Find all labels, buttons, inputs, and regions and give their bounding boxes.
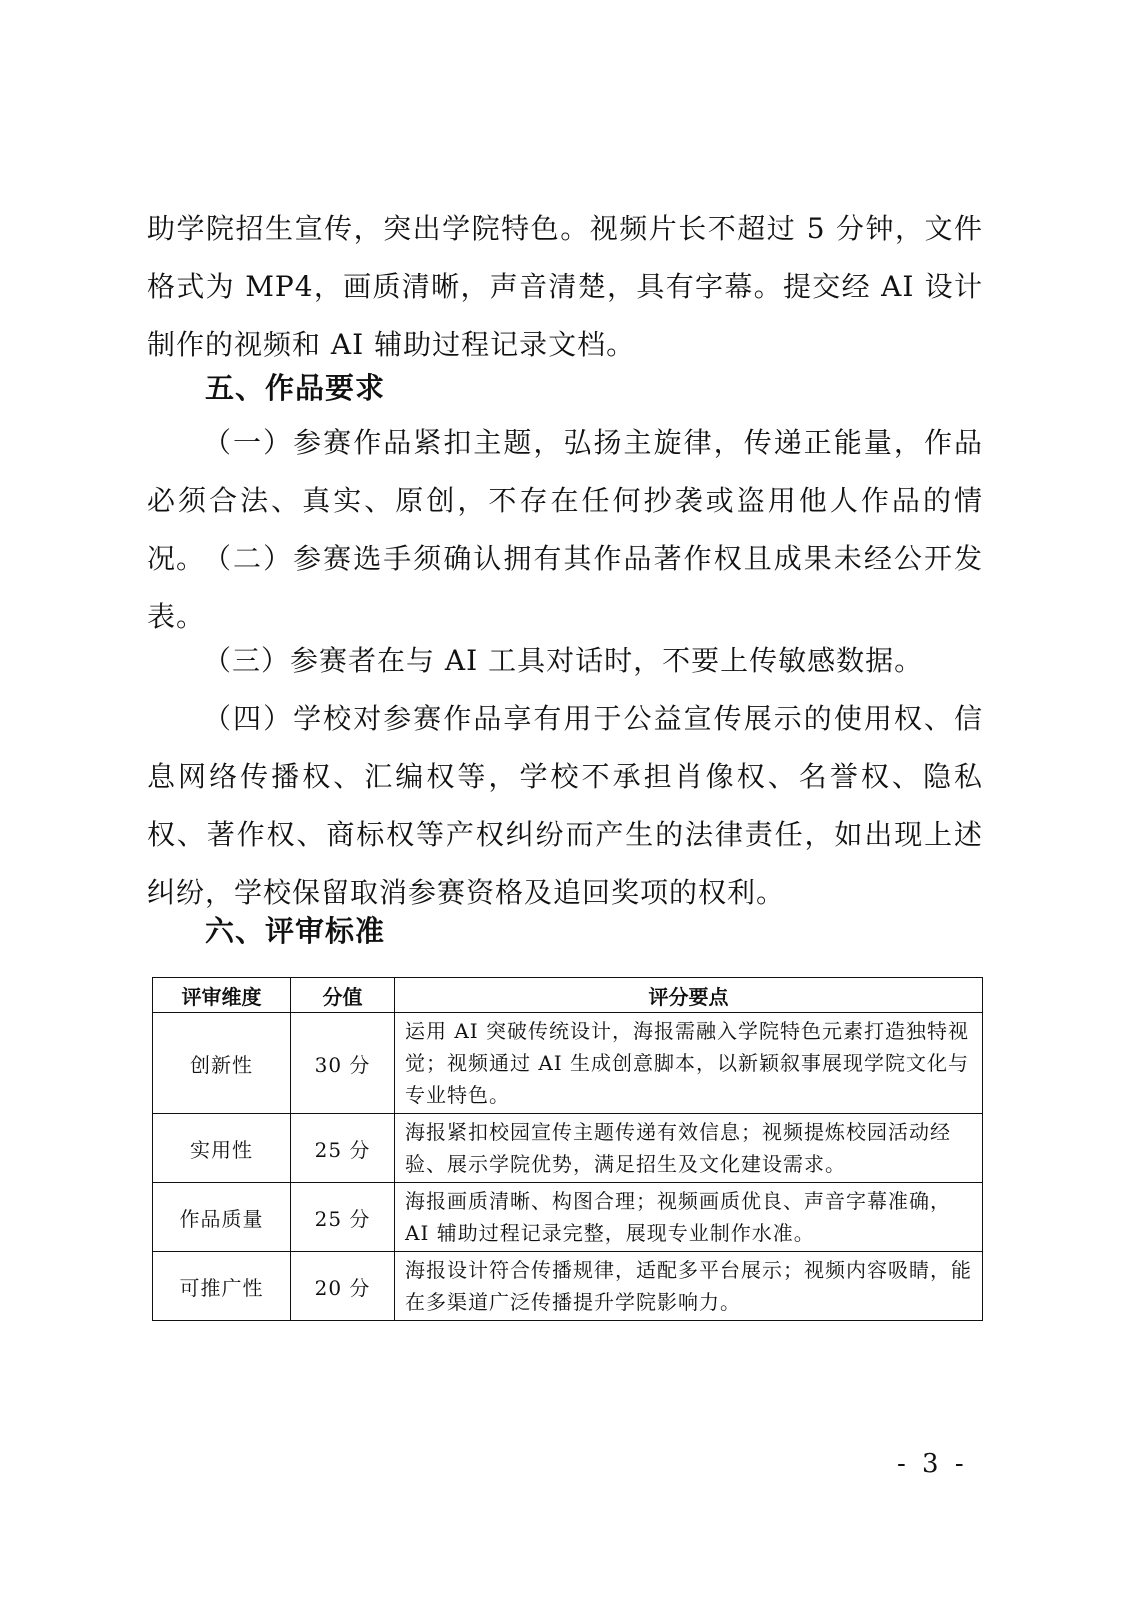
- row-points: 海报画质清晰、构图合理；视频画质优良、声音字幕准确，AI 辅助过程记录完整，展现专业制作水准。: [395, 1183, 983, 1252]
- section-5-heading: 五、作品要求: [205, 371, 386, 405]
- header-dimension: 评审维度: [153, 978, 291, 1013]
- section-6-heading: 六、评审标准: [205, 914, 386, 948]
- intro-paragraph: 助学院招生宣传，突出学院特色。视频片长不超过 5 分钟，文件格式为 MP4，画质清晰，声音清楚，具有字幕。提交经 AI 设计制作的视频和 AI 辅助过程记录文档。: [147, 212, 983, 361]
- section-5-item-2: （二）参赛选手须确认拥有其作品著作权且成果未经公开发表。: [147, 542, 983, 633]
- table-row: [153, 1183, 983, 1252]
- page-number: - 3 -: [897, 1449, 968, 1479]
- section-5-item-1: （一）参赛作品紧扣主题，弘扬主旋律，传递正能量，作品必须合法、真实、原创，不存在任何抄袭或盗用他人作品的情况。: [147, 426, 983, 575]
- row-score: 30 分: [291, 1013, 395, 1114]
- table-row: [153, 1114, 983, 1183]
- table-row: [153, 1013, 983, 1114]
- table-header-row: [153, 978, 983, 1013]
- row-points: 海报设计符合传播规律，适配多平台展示；视频内容吸睛，能在多渠道广泛传播提升学院影响力。: [395, 1252, 983, 1321]
- header-points: 评分要点: [395, 978, 983, 1013]
- row-score: 20 分: [291, 1252, 395, 1321]
- row-score: 25 分: [291, 1183, 395, 1252]
- row-points: 海报紧扣校园宣传主题传递有效信息；视频提炼校园活动经验、展示学院优势，满足招生及文化建设需求。: [395, 1114, 983, 1183]
- row-score: 25 分: [291, 1114, 395, 1183]
- row-dimension: 创新性: [153, 1013, 291, 1114]
- row-dimension: 作品质量: [153, 1183, 291, 1252]
- row-dimension: 可推广性: [153, 1252, 291, 1321]
- row-points: 运用 AI 突破传统设计，海报需融入学院特色元素打造独特视觉；视频通过 AI 生成创意脚本，以新颖叙事展现学院文化与专业特色。: [395, 1013, 983, 1114]
- row-dimension: 实用性: [153, 1114, 291, 1183]
- criteria-table: [152, 977, 983, 1321]
- table-row: [153, 1252, 983, 1321]
- header-score: 分值: [291, 978, 395, 1013]
- section-5-item-4: （四）学校对参赛作品享有用于公益宣传展示的使用权、信息网络传播权、汇编权等，学校不承担肖像权、名誉权、隐私权、著作权、商标权等产权纠纷而产生的法律责任，如出现上述纠纷，学校保留取消参赛资格及追回奖项的权利。: [147, 702, 983, 909]
- section-5-item-3: （三）参赛者在与 AI 工具对话时，不要上传敏感数据。: [203, 644, 924, 677]
